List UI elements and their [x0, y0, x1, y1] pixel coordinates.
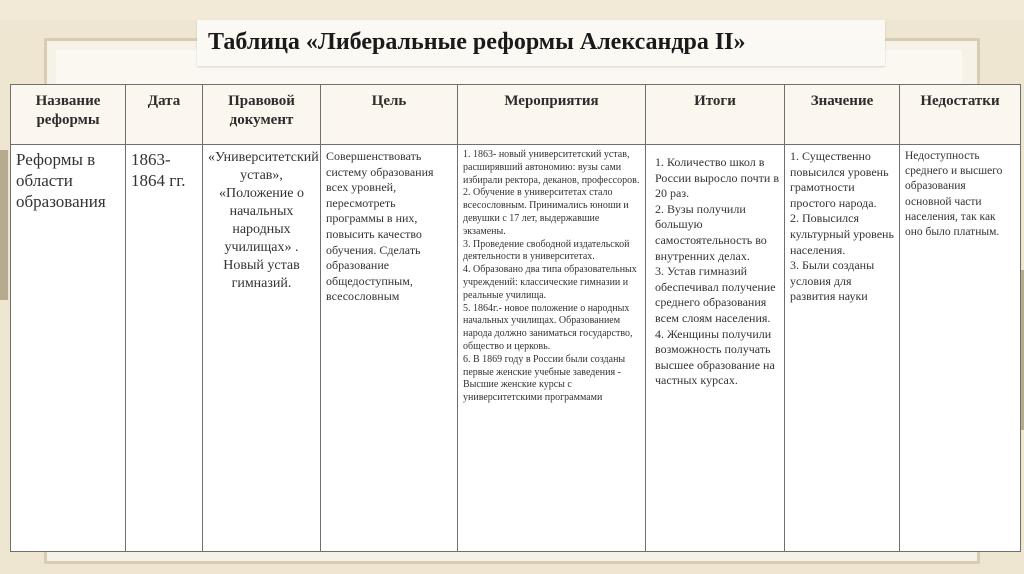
cell-results [646, 145, 785, 552]
table-row [11, 145, 1021, 552]
event-item: 4. Образовано два типа образовательных учреждений: классические гимназии и реальные училища. [463, 264, 637, 301]
header-goal: Цель [321, 85, 458, 145]
header-reform-name: Название реформы [11, 85, 126, 145]
header-results: Итоги [646, 85, 785, 145]
header-defects: Недостатки [900, 85, 1021, 145]
background-top-stripe [0, 0, 1024, 20]
reforms-table [10, 84, 1021, 552]
result-item: 2. Вузы получили большую самостоятельность во внутренних делах. [655, 201, 767, 263]
cell-legal-document: «Университетский устав», «Положение о начальных народных училищах» . Новый устав гимназий. [203, 145, 321, 552]
background-left-bar [0, 150, 8, 300]
meaning-item: 3. Были созданы условия для развития науки [790, 258, 875, 304]
cell-defects: Недоступность среднего и высшего образования основной части населения, так как оно было платным. [900, 145, 1021, 552]
cell-meaning [785, 145, 900, 552]
slide-title: Таблица «Либеральные реформы Александра II» [208, 29, 746, 55]
cell-date: 1863-1864 гг. [126, 145, 203, 552]
cell-events [458, 145, 646, 552]
cell-reform-name: Реформы в области образования [11, 145, 126, 552]
result-item: 1. Количество школ в России выросло почти в 20 раз. [655, 155, 779, 201]
header-events: Мероприятия [458, 85, 646, 145]
event-item: 3. Проведение свободной издательской деятельности в университетах. [463, 238, 630, 263]
event-item: 6. В 1869 году в России были созданы первые женские учебные заведения - Высшие женские курсы с университетскими программами [463, 353, 626, 404]
header-meaning: Значение [785, 85, 900, 145]
header-date: Дата [126, 85, 203, 145]
header-row [11, 85, 1021, 145]
result-item: 3. Устав гимназий обеспечивал получение среднего образования всем слоям населения. [655, 264, 776, 325]
header-legal-document: Правовой документ [203, 85, 321, 145]
cell-goal: Совершенствовать систему образования всех уровней, пересмотреть программы в них, повысить качество обучения. Сделать образование общедоступным, всесословным [321, 145, 458, 552]
meaning-item: 1. Существенно повысился уровень грамотности простого народа. [790, 149, 889, 210]
event-item: 1. 1863- новый университетский устав, расширявший автономию: вузы сами избирали ректора, деканов, профессоров. [463, 149, 640, 186]
event-item: 5. 1864г.- новое положение о народных начальных училищах. Образованием народа должно заниматься государство, общество и церковь. [463, 302, 633, 352]
meaning-item: 2. Повысился культурный уровень населения. [790, 211, 894, 257]
event-item: 2. Обучение в университетах стало всесословным. Принимались юноши и девушки с 17 лет, выдержавшие экзамены. [463, 187, 629, 237]
result-item: 4. Женщины получили возможность получать высшее образование на частных курсах. [655, 326, 775, 388]
